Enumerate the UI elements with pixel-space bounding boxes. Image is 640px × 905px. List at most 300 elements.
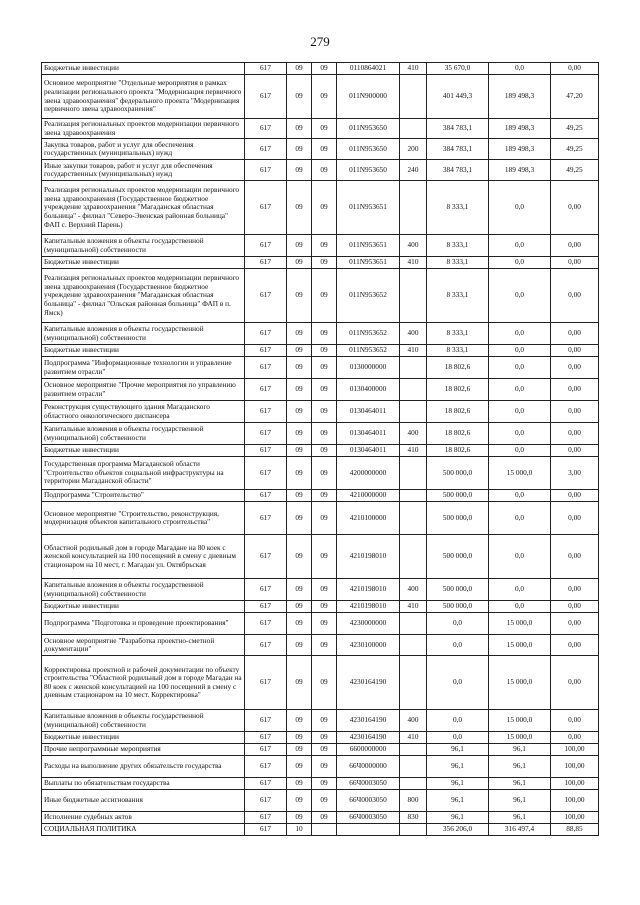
table-row xyxy=(42,119,599,139)
section-cell: 09 xyxy=(287,181,312,235)
subsection-cell: 09 xyxy=(312,656,337,710)
subsection-cell: 09 xyxy=(312,357,337,379)
name-cell: Закупка товаров, работ и услуг для обеспечения государственных (муниципальных) нужд xyxy=(42,139,245,160)
plan-amount-cell: 18 802,6 xyxy=(427,401,489,423)
table-row xyxy=(42,756,599,778)
plan-amount-cell: 384 783,1 xyxy=(427,119,489,139)
ministry-code-cell: 617 xyxy=(245,656,287,710)
section-cell: 09 xyxy=(287,635,312,656)
execution-percent-cell: 0,00 xyxy=(551,423,599,445)
execution-percent-cell: 100,00 xyxy=(551,812,599,824)
executed-amount-cell: 15 000,0 xyxy=(489,635,551,656)
target-item-cell: 011N953650 xyxy=(337,119,400,139)
plan-amount-cell: 18 802,6 xyxy=(427,445,489,457)
table-row xyxy=(42,401,599,423)
name-cell: Реализация региональных проектов модернизации первичного звена здравоохранения (Государственное бюджетное учреждение здравоохранения "Магаданская областная больница" - филиал "Ольская районная больница" ФАП в п. Ямск) xyxy=(42,269,245,323)
ministry-code-cell: 617 xyxy=(245,601,287,613)
subsection-cell: 09 xyxy=(312,490,337,502)
table-row xyxy=(42,490,599,502)
subsection-cell: 09 xyxy=(312,756,337,778)
subsection-cell: 09 xyxy=(312,535,337,579)
table-row xyxy=(42,790,599,812)
target-item-cell: 4210198010 xyxy=(337,601,400,613)
subsection-cell: 09 xyxy=(312,323,337,345)
table-row xyxy=(42,744,599,756)
name-cell: Капитальные вложения в объекты государственной (муниципальной) собственности xyxy=(42,579,245,601)
section-cell: 09 xyxy=(287,710,312,732)
expense-type-cell: 400 xyxy=(400,423,427,445)
execution-percent-cell: 0,00 xyxy=(551,181,599,235)
plan-amount-cell: 8 333,1 xyxy=(427,257,489,269)
expense-type-cell xyxy=(400,656,427,710)
name-cell: Подпрограмма "Подготовка и проведение проектирования" xyxy=(42,613,245,635)
target-item-cell: 4230164190 xyxy=(337,710,400,732)
table-row xyxy=(42,323,599,345)
executed-amount-cell: 0,0 xyxy=(489,63,551,75)
execution-percent-cell: 0,00 xyxy=(551,357,599,379)
target-item-cell: 66Ч0003050 xyxy=(337,778,400,790)
execution-percent-cell: 88,85 xyxy=(551,824,599,836)
subsection-cell: 09 xyxy=(312,744,337,756)
executed-amount-cell: 0,0 xyxy=(489,535,551,579)
name-cell: Основное мероприятие "Отдельные мероприятия в рамках реализации регионального проекта "Модернизация первичного звена здравоохранения" федерального проекта "Модернизация первичного звена здравоохранения" xyxy=(42,75,245,119)
ministry-code-cell: 617 xyxy=(245,710,287,732)
subsection-cell: 09 xyxy=(312,613,337,635)
expense-type-cell: 400 xyxy=(400,579,427,601)
ministry-code-cell: 617 xyxy=(245,181,287,235)
table-row xyxy=(42,257,599,269)
expense-type-cell xyxy=(400,756,427,778)
table-row xyxy=(42,579,599,601)
plan-amount-cell: 35 670,0 xyxy=(427,63,489,75)
executed-amount-cell: 0,0 xyxy=(489,423,551,445)
plan-amount-cell: 96,1 xyxy=(427,778,489,790)
executed-amount-cell: 189 498,3 xyxy=(489,160,551,181)
name-cell: Бюджетные инвестиции xyxy=(42,345,245,357)
name-cell: Расходы на выполнение других обязательств государства xyxy=(42,756,245,778)
expense-type-cell xyxy=(400,490,427,502)
section-cell: 09 xyxy=(287,345,312,357)
execution-percent-cell: 0,00 xyxy=(551,535,599,579)
executed-amount-cell: 0,0 xyxy=(489,601,551,613)
table-row xyxy=(42,423,599,445)
ministry-code-cell: 617 xyxy=(245,323,287,345)
expense-type-cell xyxy=(400,535,427,579)
section-cell: 09 xyxy=(287,257,312,269)
section-cell: 09 xyxy=(287,579,312,601)
section-cell: 09 xyxy=(287,756,312,778)
execution-percent-cell: 0,00 xyxy=(551,656,599,710)
target-item-cell: 66Ч0003050 xyxy=(337,812,400,824)
execution-percent-cell: 0,00 xyxy=(551,401,599,423)
section-cell: 09 xyxy=(287,445,312,457)
name-cell: Реализация региональных проектов модернизации первичного звена здравоохранения (Государственное бюджетное учреждение здравоохранения "Магаданская областная больница" - филиал "Северо-Эвенская районная больница" ФАП с. Верхний Парень) xyxy=(42,181,245,235)
target-item-cell: 4230000000 xyxy=(337,613,400,635)
section-cell: 09 xyxy=(287,401,312,423)
executed-amount-cell: 15 000,0 xyxy=(489,732,551,744)
expense-type-cell xyxy=(400,401,427,423)
section-cell: 09 xyxy=(287,732,312,744)
plan-amount-cell: 8 333,1 xyxy=(427,345,489,357)
target-item-cell: 6600000000 xyxy=(337,744,400,756)
subsection-cell: 09 xyxy=(312,160,337,181)
plan-amount-cell: 18 802,6 xyxy=(427,423,489,445)
table-row xyxy=(42,710,599,732)
name-cell: Капитальные вложения в объекты государственной (муниципальной) собственности xyxy=(42,323,245,345)
section-cell: 09 xyxy=(287,357,312,379)
expense-type-cell: 240 xyxy=(400,160,427,181)
execution-percent-cell: 100,00 xyxy=(551,744,599,756)
plan-amount-cell: 0,0 xyxy=(427,710,489,732)
name-cell: Бюджетные инвестиции xyxy=(42,732,245,744)
expense-type-cell xyxy=(400,778,427,790)
executed-amount-cell: 15 000,0 xyxy=(489,710,551,732)
plan-amount-cell: 8 333,1 xyxy=(427,181,489,235)
section-cell: 09 xyxy=(287,457,312,490)
table-row xyxy=(42,732,599,744)
execution-percent-cell: 0,00 xyxy=(551,323,599,345)
target-item-cell: 011N953651 xyxy=(337,257,400,269)
table-row xyxy=(42,379,599,401)
plan-amount-cell: 500 000,0 xyxy=(427,502,489,535)
section-cell: 09 xyxy=(287,139,312,160)
name-cell: Основное мероприятие "Строительство, реконструкция, модернизация объектов капитального строительства" xyxy=(42,502,245,535)
subsection-cell: 09 xyxy=(312,119,337,139)
table-row xyxy=(42,535,599,579)
execution-percent-cell: 49,25 xyxy=(551,119,599,139)
budget-table xyxy=(41,62,599,836)
expense-type-cell: 830 xyxy=(400,812,427,824)
executed-amount-cell: 0,0 xyxy=(489,181,551,235)
section-cell: 09 xyxy=(287,75,312,119)
subsection-cell: 09 xyxy=(312,445,337,457)
ministry-code-cell: 617 xyxy=(245,490,287,502)
target-item-cell: 011N953652 xyxy=(337,269,400,323)
expense-type-cell: 800 xyxy=(400,790,427,812)
section-cell: 09 xyxy=(287,601,312,613)
expense-type-cell xyxy=(400,744,427,756)
ministry-code-cell: 617 xyxy=(245,445,287,457)
executed-amount-cell: 0,0 xyxy=(489,401,551,423)
name-cell: Капитальные вложения в объекты государственной (муниципальной) собственности xyxy=(42,423,245,445)
subsection-cell: 09 xyxy=(312,269,337,323)
executed-amount-cell: 0,0 xyxy=(489,345,551,357)
expense-type-cell xyxy=(400,824,427,836)
name-cell: Основное мероприятие "Разработка проектно-сметной документации" xyxy=(42,635,245,656)
executed-amount-cell: 189 498,3 xyxy=(489,75,551,119)
expense-type-cell xyxy=(400,269,427,323)
target-item-cell: 011N953652 xyxy=(337,345,400,357)
name-cell: Выплаты по обязательствам государства xyxy=(42,778,245,790)
ministry-code-cell: 617 xyxy=(245,345,287,357)
plan-amount-cell: 500 000,0 xyxy=(427,579,489,601)
name-cell: Подпрограмма "Информационные технологии и управление развитием отрасли" xyxy=(42,357,245,379)
name-cell: Подпрограмма "Строительство" xyxy=(42,490,245,502)
ministry-code-cell: 617 xyxy=(245,423,287,445)
execution-percent-cell: 47,20 xyxy=(551,75,599,119)
expense-type-cell: 410 xyxy=(400,732,427,744)
table-row xyxy=(42,269,599,323)
ministry-code-cell: 617 xyxy=(245,824,287,836)
ministry-code-cell: 617 xyxy=(245,457,287,490)
table-row xyxy=(42,357,599,379)
executed-amount-cell: 96,1 xyxy=(489,790,551,812)
section-cell: 09 xyxy=(287,744,312,756)
subsection-cell: 09 xyxy=(312,235,337,257)
target-item-cell: 4230164190 xyxy=(337,732,400,744)
execution-percent-cell: 100,00 xyxy=(551,756,599,778)
target-item-cell: 0130464011 xyxy=(337,445,400,457)
name-cell: Реконструкция существующего здания Магаданского областного онкологического диспансера xyxy=(42,401,245,423)
expense-type-cell: 410 xyxy=(400,345,427,357)
execution-percent-cell: 0,00 xyxy=(551,345,599,357)
table-row xyxy=(42,635,599,656)
target-item-cell: 0130400000 xyxy=(337,379,400,401)
subsection-cell: 09 xyxy=(312,502,337,535)
target-item-cell: 4210198010 xyxy=(337,535,400,579)
executed-amount-cell: 0,0 xyxy=(489,445,551,457)
ministry-code-cell: 617 xyxy=(245,63,287,75)
subsection-cell: 09 xyxy=(312,790,337,812)
name-cell: Иные бюджетные ассигнования xyxy=(42,790,245,812)
execution-percent-cell: 0,00 xyxy=(551,579,599,601)
plan-amount-cell: 96,1 xyxy=(427,756,489,778)
plan-amount-cell: 96,1 xyxy=(427,812,489,824)
expense-type-cell xyxy=(400,119,427,139)
name-cell: Основное мероприятие "Прочие мероприятия по управлению развитием отрасли" xyxy=(42,379,245,401)
plan-amount-cell: 18 802,6 xyxy=(427,357,489,379)
expense-type-cell xyxy=(400,457,427,490)
subsection-cell: 09 xyxy=(312,732,337,744)
name-cell: Бюджетные инвестиции xyxy=(42,445,245,457)
expense-type-cell xyxy=(400,181,427,235)
subsection-cell: 09 xyxy=(312,635,337,656)
ministry-code-cell: 617 xyxy=(245,269,287,323)
subsection-cell: 09 xyxy=(312,257,337,269)
ministry-code-cell: 617 xyxy=(245,635,287,656)
execution-percent-cell: 0,00 xyxy=(551,490,599,502)
target-item-cell: 011N953652 xyxy=(337,323,400,345)
target-item-cell: 011N900000 xyxy=(337,75,400,119)
ministry-code-cell: 617 xyxy=(245,579,287,601)
table-row xyxy=(42,63,599,75)
section-cell: 09 xyxy=(287,490,312,502)
execution-percent-cell: 0,00 xyxy=(551,613,599,635)
ministry-code-cell: 617 xyxy=(245,401,287,423)
executed-amount-cell: 0,0 xyxy=(489,257,551,269)
plan-amount-cell: 401 449,3 xyxy=(427,75,489,119)
ministry-code-cell: 617 xyxy=(245,357,287,379)
target-item-cell: 0130464011 xyxy=(337,423,400,445)
subsection-cell xyxy=(312,824,337,836)
name-cell: Бюджетные инвестиции xyxy=(42,63,245,75)
target-item-cell: 4230164190 xyxy=(337,656,400,710)
execution-percent-cell: 0,00 xyxy=(551,257,599,269)
ministry-code-cell: 617 xyxy=(245,778,287,790)
target-item-cell: 4230100000 xyxy=(337,635,400,656)
subsection-cell: 09 xyxy=(312,812,337,824)
executed-amount-cell: 0,0 xyxy=(489,323,551,345)
section-cell: 09 xyxy=(287,323,312,345)
execution-percent-cell: 49,25 xyxy=(551,160,599,181)
target-item-cell: 4210198010 xyxy=(337,579,400,601)
target-item-cell: 0110864021 xyxy=(337,63,400,75)
subsection-cell: 09 xyxy=(312,345,337,357)
executed-amount-cell: 189 498,3 xyxy=(489,139,551,160)
table-row xyxy=(42,824,599,836)
execution-percent-cell: 49,25 xyxy=(551,139,599,160)
expense-type-cell xyxy=(400,613,427,635)
execution-percent-cell: 0,00 xyxy=(551,635,599,656)
name-cell: Бюджетные инвестиции xyxy=(42,601,245,613)
table-row xyxy=(42,345,599,357)
ministry-code-cell: 617 xyxy=(245,613,287,635)
execution-percent-cell: 0,00 xyxy=(551,235,599,257)
plan-amount-cell: 384 783,1 xyxy=(427,160,489,181)
subsection-cell: 09 xyxy=(312,75,337,119)
section-cell: 09 xyxy=(287,160,312,181)
section-cell: 09 xyxy=(287,812,312,824)
executed-amount-cell: 189 498,3 xyxy=(489,119,551,139)
target-item-cell: 0130000000 xyxy=(337,357,400,379)
ministry-code-cell: 617 xyxy=(245,119,287,139)
execution-percent-cell: 0,00 xyxy=(551,379,599,401)
name-cell: СОЦИАЛЬНАЯ ПОЛИТИКА xyxy=(42,824,245,836)
execution-percent-cell: 0,00 xyxy=(551,710,599,732)
subsection-cell: 09 xyxy=(312,601,337,613)
section-cell: 09 xyxy=(287,63,312,75)
table-row xyxy=(42,235,599,257)
table-row xyxy=(42,457,599,490)
expense-type-cell xyxy=(400,635,427,656)
target-item-cell: 66Ч0000000 xyxy=(337,756,400,778)
executed-amount-cell: 0,0 xyxy=(489,379,551,401)
name-cell: Государственная программа Магаданской области "Строительство объектов социальной инфраструктуры на территории Магаданской области" xyxy=(42,457,245,490)
section-cell: 10 xyxy=(287,824,312,836)
plan-amount-cell: 384 783,1 xyxy=(427,139,489,160)
plan-amount-cell: 8 333,1 xyxy=(427,269,489,323)
ministry-code-cell: 617 xyxy=(245,235,287,257)
plan-amount-cell: 8 333,1 xyxy=(427,235,489,257)
expense-type-cell xyxy=(400,75,427,119)
target-item-cell: 011N953651 xyxy=(337,181,400,235)
expense-type-cell xyxy=(400,357,427,379)
table-row xyxy=(42,139,599,160)
name-cell: Прочие непрограммные мероприятия xyxy=(42,744,245,756)
table-row xyxy=(42,656,599,710)
executed-amount-cell: 96,1 xyxy=(489,778,551,790)
ministry-code-cell: 617 xyxy=(245,502,287,535)
expense-type-cell: 400 xyxy=(400,323,427,345)
executed-amount-cell: 15 000,0 xyxy=(489,656,551,710)
target-item-cell: 4210100000 xyxy=(337,502,400,535)
expense-type-cell xyxy=(400,502,427,535)
ministry-code-cell: 617 xyxy=(245,75,287,119)
executed-amount-cell: 0,0 xyxy=(489,269,551,323)
name-cell: Исполнение судебных актов xyxy=(42,812,245,824)
target-item-cell: 011N953650 xyxy=(337,139,400,160)
subsection-cell: 09 xyxy=(312,63,337,75)
subsection-cell: 09 xyxy=(312,379,337,401)
name-cell: Областной родильный дом в городе Магадане на 80 коек с женской консультацией на 100 посещений в смену с дневным стационаром на 10 мест, г. Магадан ул. Октябрьская xyxy=(42,535,245,579)
section-cell: 09 xyxy=(287,613,312,635)
execution-percent-cell: 100,00 xyxy=(551,790,599,812)
ministry-code-cell: 617 xyxy=(245,732,287,744)
plan-amount-cell: 0,0 xyxy=(427,732,489,744)
expense-type-cell: 410 xyxy=(400,63,427,75)
ministry-code-cell: 617 xyxy=(245,744,287,756)
section-cell: 09 xyxy=(287,269,312,323)
section-cell: 09 xyxy=(287,235,312,257)
plan-amount-cell: 8 333,1 xyxy=(427,323,489,345)
section-cell: 09 xyxy=(287,656,312,710)
subsection-cell: 09 xyxy=(312,579,337,601)
plan-amount-cell: 0,0 xyxy=(427,656,489,710)
executed-amount-cell: 0,0 xyxy=(489,235,551,257)
plan-amount-cell: 96,1 xyxy=(427,744,489,756)
executed-amount-cell: 0,0 xyxy=(489,579,551,601)
table-row xyxy=(42,502,599,535)
ministry-code-cell: 617 xyxy=(245,756,287,778)
plan-amount-cell: 18 802,6 xyxy=(427,379,489,401)
name-cell: Корректировка проектной и рабочей документации по объекту строительства "Областной родильный дом в городе Магадан на 80 коек с женской консультацией на 100 посещений в смену с дневным стационаром на 10 мест. Корректировка" xyxy=(42,656,245,710)
subsection-cell: 09 xyxy=(312,181,337,235)
executed-amount-cell: 96,1 xyxy=(489,756,551,778)
ministry-code-cell: 617 xyxy=(245,257,287,269)
executed-amount-cell: 96,1 xyxy=(489,812,551,824)
executed-amount-cell: 15 000,0 xyxy=(489,613,551,635)
target-item-cell xyxy=(337,824,400,836)
table-row xyxy=(42,778,599,790)
executed-amount-cell: 316 497,4 xyxy=(489,824,551,836)
plan-amount-cell: 500 000,0 xyxy=(427,601,489,613)
execution-percent-cell: 100,00 xyxy=(551,778,599,790)
section-cell: 09 xyxy=(287,790,312,812)
subsection-cell: 09 xyxy=(312,778,337,790)
plan-amount-cell: 96,1 xyxy=(427,790,489,812)
name-cell: Бюджетные инвестиции xyxy=(42,257,245,269)
section-cell: 09 xyxy=(287,502,312,535)
plan-amount-cell: 0,0 xyxy=(427,613,489,635)
subsection-cell: 09 xyxy=(312,457,337,490)
expense-type-cell xyxy=(400,379,427,401)
ministry-code-cell: 617 xyxy=(245,535,287,579)
plan-amount-cell: 500 000,0 xyxy=(427,457,489,490)
execution-percent-cell: 0,00 xyxy=(551,63,599,75)
target-item-cell: 011N953651 xyxy=(337,235,400,257)
subsection-cell: 09 xyxy=(312,139,337,160)
target-item-cell: 0130464011 xyxy=(337,401,400,423)
section-cell: 09 xyxy=(287,423,312,445)
execution-percent-cell: 0,00 xyxy=(551,502,599,535)
name-cell: Иные закупки товаров, работ и услуг для обеспечения государственных (муниципальных) нужд xyxy=(42,160,245,181)
table-row xyxy=(42,613,599,635)
plan-amount-cell: 500 000,0 xyxy=(427,490,489,502)
executed-amount-cell: 96,1 xyxy=(489,744,551,756)
budget-table-body xyxy=(42,63,599,836)
table-row xyxy=(42,601,599,613)
section-cell: 09 xyxy=(287,535,312,579)
section-cell: 09 xyxy=(287,119,312,139)
target-item-cell: 4200000000 xyxy=(337,457,400,490)
execution-percent-cell: 0,00 xyxy=(551,732,599,744)
subsection-cell: 09 xyxy=(312,401,337,423)
page-number: 279 xyxy=(310,34,330,49)
target-item-cell: 66Ч0003050 xyxy=(337,790,400,812)
executed-amount-cell: 0,0 xyxy=(489,490,551,502)
plan-amount-cell: 500 000,0 xyxy=(427,535,489,579)
expense-type-cell: 400 xyxy=(400,710,427,732)
